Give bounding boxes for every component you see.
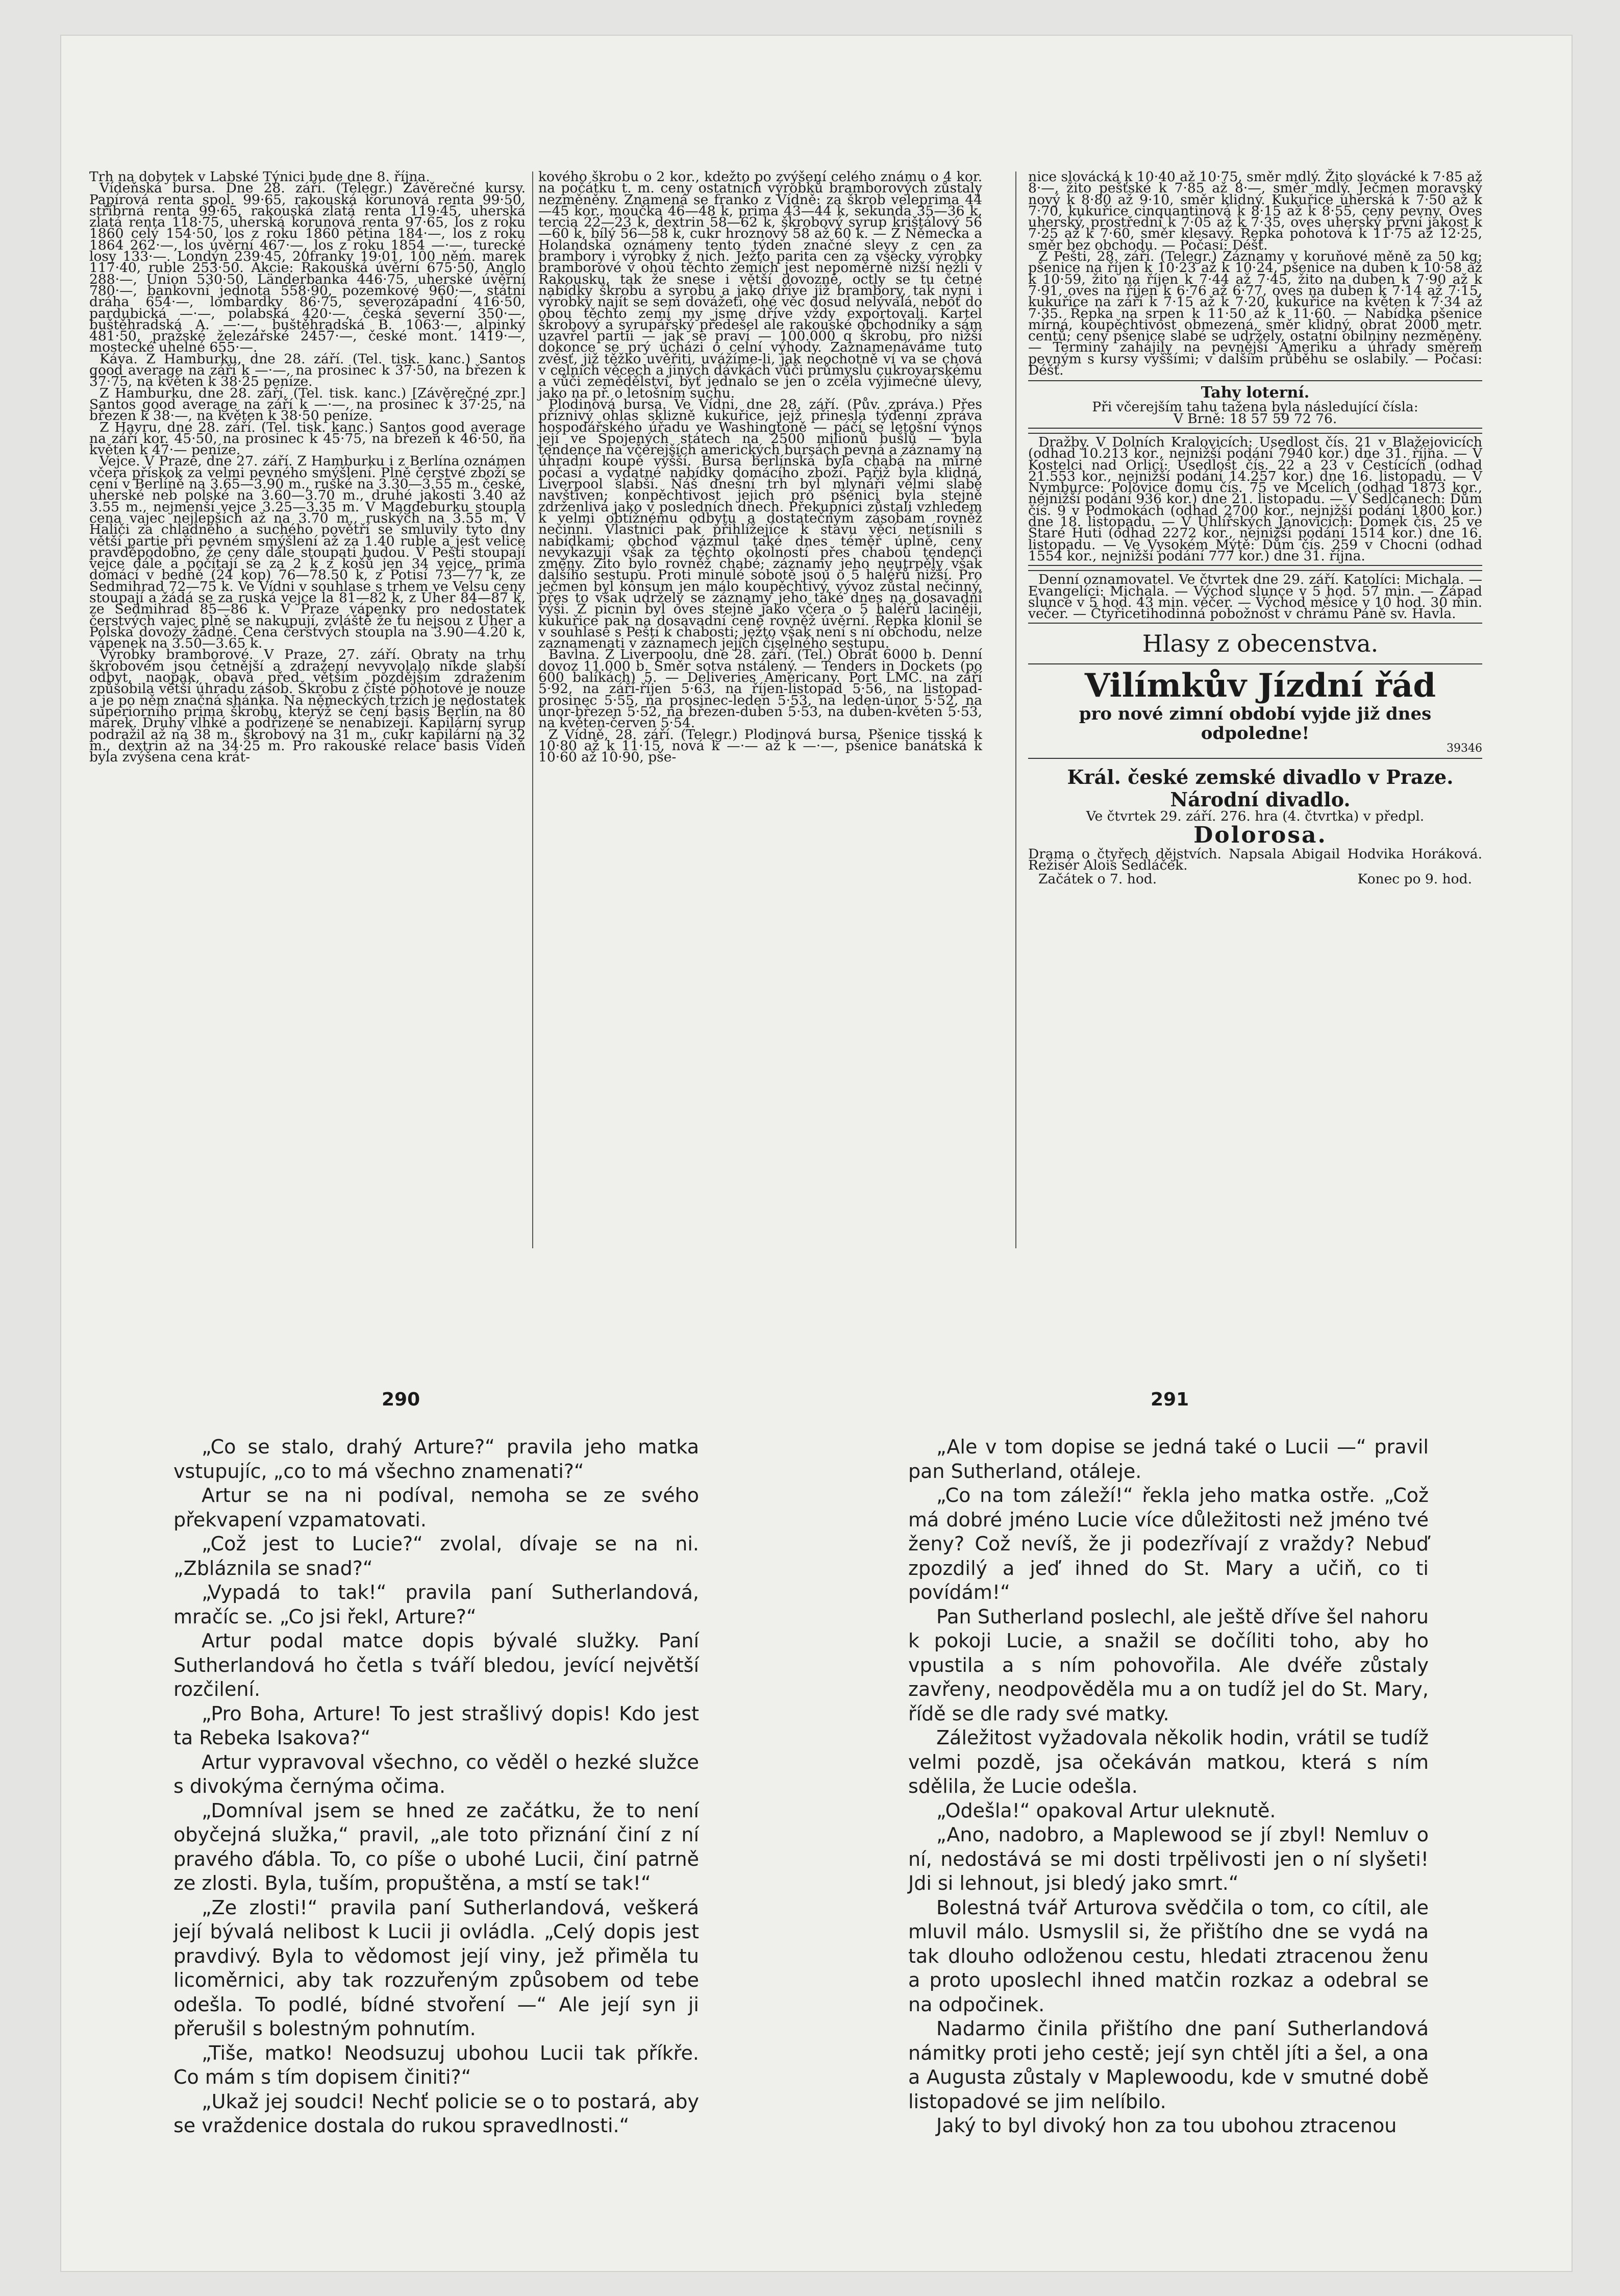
- report-paragraph: nice slovácká k 10·40 až 10·75, směr mdlý. Žito slovácké k 7·85 až 8·—, žito pešťské k 7·85 až 8·—, směr mdlý. Ječmen moravský nový k 8·80 až 9·10, směr klidný. Kukuřice uherská k 7·50 až k 7·70, kukuřice cinquantinová k 8·15 až k 8·55, ceny pevny. Oves uherský, prostřední k 7·05 až k 7·35, oves uherský první jakost k 7·25 až k 7·60, směr klesavý. Řepka pohotová k 11·75 až 12·25, směr bez obchodu. — Počasí: Déšť.: [1028, 169, 1482, 253]
- ad-number: 39346: [1447, 742, 1482, 755]
- novel-paragraph: Artur vypravoval všechno, co věděl o hezké služce s divokýma černýma očima.: [173, 1750, 699, 1797]
- novel-paragraph: „Co se stalo, drahý Arture?“ pravila jeho matka vstupujíc, „co to má všechno znamenati?“: [173, 1436, 699, 1483]
- report-paragraph: Výrobky bramborové. V Praze, 27. září. Obraty na trhu škrobovém jsou četnější a zdražení nevyvolalo nikde slabší odbyt, naopak, obava před větším pozdějším zdražením způsobila větší úhradu zásob. Škrobu z čisté pohotové je nouze a je po něm značná shánka. Na německých trzích je nedostatek superiorního prima škrobu, kterýž se cení basis Berlín na 80 marek. Druhy vlhké a podřízené se nenabízejí. Kapilární syrup podražil až na 38 m., škrobový na 31 m., cukr kapilární na 32 m., dextrin až na 34·25 m. Pro rakouské relace basis Vídeň byla zvýšena cena krát-: [89, 647, 526, 766]
- novel-paragraph: „Ukaž jej soudci! Nechť policie se o to postará, aby se vraždenice dostala do rukou spravedlnosti.“: [173, 2090, 699, 2137]
- report-paragraph: Káva. Z Hamburku, dne 28. září. (Tel. tisk. kanc.) Santos good average na září k —·—, na prosinec k 37·50, na březen k 37·75, na květen k 38·25 peníze.: [89, 351, 526, 390]
- novel-paragraph: Artur podal matce dopis bývalé služky. Paní Sutherlandová ho četla s tváří bledou, jevící největší rozčilení.: [173, 1630, 699, 1700]
- lottery-numbers: V Brně: 18 57 59 72 76.: [1173, 410, 1337, 427]
- auctions-text: Dražby. V Dolních Kralovicích: Usedlost čís. 21 v Blažejovicích (odhad 10.213 kor., nejnižší podání 7940 kor.) dne 31. října. — V Kostelci nad Orlicí: Usedlost čís. 22 a 23 v Čestících (odhad 21.553 kor., nejnižší podání 14.257 kor.) dne 16. listopadu. — V Nymburce: Polovice domu čís. 75 ve Mcelích (odhad 1873 kor., nejnižší podání 936 kor.) dne 21. listopadu. — V Sedlčanech: Dům čís. 9 v Podmokách (odhad 2700 kor., nejnižší podání 1800 kor.) dne 18. listopadu. — V Uhlířských Janovicích: Domek čís. 25 ve Staré Huti (odhad 2272 kor., nejnižší podání 1514 kor.) dne 16. listopadu. — Ve Vysokém Mýtě: Dům čís. 259 v Chocni (odhad 1554 kor., nejnižší podání 777 kor.) dne 31. října.: [1028, 434, 1482, 564]
- novel-paragraph: „Ale v tom dopise se jedná také o Lucii —“ pravil pan Sutherland, otáleje.: [908, 1436, 1429, 1483]
- report-paragraph: Vejce. V Praze, dne 27. září. Z Hamburku i z Berlína oznámen včera přískok za velmi pevného smýšlení. Plně čerstvé zboží se cení v Berlíně na 3.65—3.90 m., ruské na 3.30—3.55 m., české, uherské neb polské na 3.60—3.70 m., druhé jakosti 3.40 až 3.55 m., nejmenší vejce 3.25—3.35 m. V Magdeburku stoupla cena vajec nejlepších až na 3.70 m., ruských na 3.55 m. V Haliči za chladného a suchého povětří se smluvily tyto dny větší partie při pevném smýšlení až za 1.40 ruble a jest velice pravděpodobno, že ceny dále stoupati budou. V Pešti stoupají vejce dále a počítají se za 2 k z košů jen 34 vejce, prima domácí v bedně (24 kop) 76—78.50 k, z Potisí 73—77 k, ze Sedmihrad 72—75 k. Ve Vídni v souhlase s trhem ve Velsu ceny stoupají a žádá se za ruská vejce la 81—82 k, z Uher 84—87 k, ze Sedmihrad 85—86 k. V Praze vápenky pro nedostatek čerstvých vajec plně se nakupují, zvláště že tu nejsou z Uher a Polska dovozy žádné. Cena čerstvých stoupla na 3.90—4.20 k, vápenek na 3.50—3.65 k.: [89, 453, 526, 652]
- timetable-ad-sub: pro nové zimní období vyjde již dnes odpoledne!: [1079, 704, 1432, 744]
- report-paragraph: Z Havru, dne 28. září. (Tel. tisk. kanc.) Santos good average na září kor. 45·50, na prosinec k 45·75, na březen k 46·50, na květen k 47·— peníze.: [89, 419, 526, 458]
- novel-page-left: [173, 1435, 699, 2138]
- novel-paragraph: Bolestná tvář Arturova svědčila o tom, co cítil, ale mluvil málo. Usmyslil si, že přištího dne se vydá na tak dlouho odloženou cestu, hledati ztracenou ženu a proto uposlechl ihned matčin rozkaz a odebral se na odpočinek.: [908, 1896, 1429, 2016]
- daily-notice: [1028, 570, 1482, 624]
- novel-paragraph: „Vypadá to tak!“ pravila paní Sutherlandová, mračíc se. „Co jsi řekl, Arture?“: [173, 1581, 699, 1628]
- novel-paragraph: „Ano, nadobro, a Maplewood se jí zbyl! Nemluv o ní, nedostává se mi dosti trpělivosti jen o ní slyšeti! Jdi si lehnout, jsi bledý jako smrt.“: [908, 1823, 1429, 1894]
- novel-paragraph: „Což jest to Lucie?“ zvolal, dívaje se na ni. „Zbláznila se snad?“: [173, 1533, 699, 1579]
- auctions-notice: [1028, 433, 1482, 566]
- report-paragraph: Trh na dobytek v Labské Týnici bude dne 8. října.: [89, 169, 430, 185]
- novel-paragraph: „Tiše, matko! Neodsuzuj ubohou Lucii tak příkře. Co mám s tím dopisem činiti?“: [173, 2041, 699, 2088]
- report-paragraph: Vídeňská bursa. Dne 28. září. (Telegr.) Závěrečné kursy. Papírová renta spol. 99·65, rakouská korunová renta 99·50, stříbrná renta 99·65, rakouská zlatá renta 119·45, uherská zlatá renta 118·75, uherská korunová renta 97·65, los z roku 1860 celý 154·50, los z roku 1860 pětina 184·—, los z roku 1864 262·—, los úvěrní 467·—, los z roku 1854 —·—, turecké losy 133·—. Londýn 239·45, 20franky 19·01, 100 něm. marek 117·40, ruble 253·50. Akcie: Rakouská úvěrní 675·50, Anglo 288·—, Union 530·50, Länderbanka 446·75, uherské úvěrní 780·—, bankovní jednota 558·90, pozemkové 960·—, státní dráha 654·—, lombardky 86·75, severozápadní 416·50, pardubická —·—, polabská 420·—, česká severní 350·—, buštěhradská A. —·—, buštěhradská B. 1063·—, alpinky 481·50, pražské železářské 2457·—, české mont. 1419·—, mostecké uhelné 655·—.: [89, 180, 526, 356]
- novel-paragraph: Záležitost vyžadovala několik hodin, vrátil se tudíž velmi pozdě, jsa očekáván matkou, která s ním sdělila, že Lucie odešla.: [908, 1726, 1429, 1797]
- column-divider: [532, 171, 533, 1248]
- play-start: Začátek o 7. hod.: [1038, 871, 1157, 887]
- theatre-title: Král. české zemské divadlo v Praze.: [1067, 765, 1454, 788]
- play-end: Konec po 9. hod.: [1357, 871, 1472, 887]
- timetable-ad: [1028, 663, 1482, 758]
- report-paragraph: Z Hamburku, dne 28. září. (Tel. tisk. kanc.) [Závěrečné zpr.] Santos good average na září k —·—, na prosinec k 37·25, na březen k 38·—, na květen k 38·50 peníze.: [89, 385, 526, 424]
- column-divider: [1015, 171, 1016, 1248]
- timetable-ad-title: Vilímkův Jízdní řád: [1084, 666, 1436, 705]
- lottery-box: [1028, 380, 1482, 429]
- lottery-intro: Při včerejším tahu tažena byla následující čísla:: [1092, 399, 1418, 415]
- novel-paragraph: „Odešla!“ opakoval Artur uleknutě.: [936, 1799, 1276, 1822]
- novel-page-right: [908, 1435, 1429, 2138]
- novel-paragraph: Nadarmo činila přištího dne paní Sutherlandová námitky proti jeho cestě; její syn chtěl jíti a šel, a ona a Augusta zůstaly v Maplewoodu, kde v smutné době listopadové se jim nelíbilo.: [908, 2017, 1429, 2113]
- novel-paragraph: Pan Sutherland poslechl, ale ještě dříve šel nahoru k pokoji Lucie, a snažil se dočíliti toho, aby ho vpustila a s ním pohovořila. Ale dvéře zůstaly zavřeny, neodpověděla mu a on tudíž jel do St. Mary, řídě se dle rady své matky.: [908, 1605, 1429, 1725]
- market-reports-column-left: [89, 171, 526, 1238]
- play-description: Drama o čtyřech dějstvích. Napsala Abigail Hodvika Horáková. Režisér Alois Sedláček.: [1028, 846, 1482, 874]
- novel-paragraph: „Domníval jsem se hned ze začátku, že to není obyčejná služka,“ pravil, „ale toto přiznání činí z ní pravého ďábla. To, co píše o ubohé Lucii, činí patrně ze zlosti. Byla, tuším, propuštěna, a mstí se tak!“: [173, 1799, 699, 1894]
- theatre-date: Ve čtvrtek 29. září. 276. hra (4. čtvrtka) v předpl.: [1086, 808, 1425, 824]
- market-reports-column-middle: [538, 171, 982, 1238]
- report-paragraph: Bavlna. Z Liverpoolu, dne 28. září. (Tel.) Obrat 6000 b. Denní dovoz 11.000 b. Směr sotva nstálený. — Tenders in Dockets (po 600 balíkách) 5. — Deliveries Americany. Port LMC. na září 5·92, na září-říjen 5·63, na říjen-listopad 5·56, na listopad-prosinec 5·55, na prosinec-leden 5·53, na leden-únor 5·52, na únor-březen 5·52, na březen-duben 5·53, na duben-květen 5·53, na květen-červen 5·54.: [538, 647, 982, 731]
- page-number-right: 291: [1151, 1389, 1189, 1410]
- theatre-program: [1028, 763, 1482, 885]
- page-number-left: 290: [382, 1389, 420, 1410]
- daily-notice-text: Denní oznamovatel. Ve čtvrtek dne 29. září. Katolíci: Michala. — Evangelíci: Michala. — Východ slunce v 5 hod. 57 min. — Západ slunce v 5 hod. 43 min. večer. — Východ měsíce v 10 hod. 30 min. večer. — Čtyřicetihodinná pobožnost v chrámu Páně sv. Havla.: [1028, 572, 1482, 622]
- report-paragraph: Plodinová bursa. Ve Vídni, dne 28. září. (Pův. zpráva.) Přes příznivý ohlas sklizně kukuřice, jejž přinesla týdenní zpráva hospodářského úřadu ve Washingtoně — páčí se letošní výnos její ve Spojených státech na 2500 milionů bušlů — byla tendence na včerejších amerických bursách pevná a záznamy na úhradní koupě vyšší. Bursa berlínská byla chabá na mírné počasí a vydatné nabídky domácího zboží. Pařiž byla klidná, Liverpool slabší. Náš dnešní trh byl mlynáři velmi slabě navštíven; konpěchtivost jejich pro pšenici byla stejně zdrženlivá jako v posledních dnech. Překupníci zůstali vzhledem k velmi obtížnému odbytu a dostatečným zásobám rovněž nečinní. Vlastníci pak přihlížejíce k stavu věcí netísnili s nabídkami; obchod vázmul také dnes téměř úplně, ceny nevykazují však za těchto okolností přes chabou tendenci změny. Žito bylo rovněž chabé; záznamy jeho neutrpěly však dalšího sestupu. Proti minulé sobotě jsou o 5 haléřů nižší. Pro ječmen byl konsum jen málo koupěchtivý, vývoz zůstal nečinný, přes to však udržely se záznamy jeho také dnes na dosavadní výši. Z picnin byl oves stejně jako včera o 5 haléřů laciněji, kukuřice pak na dosavadní ceně rovněž úvěrní. Řepka klonil se v souhlase s Peští k chabosti; ježto však není s ní obchodu, nelze zaznamenati v záznamech jejích číselného sestupu.: [538, 396, 982, 652]
- theatre-subtitle: Národní divadlo.: [1170, 787, 1351, 811]
- market-reports-column-right: [1028, 169, 1482, 887]
- report-paragraph: Z Vídně, 28. září. (Telegr.) Plodinová bursa. Pšenice tisská k 10·80 až k 11·15, nová k —·— až k —·—, pšenice banátská k 10·60 až 10·90, pše-: [538, 726, 982, 766]
- report-paragraph: kového škrobu o 2 kor., kdežto po zvýšení celého známu o 4 kor. na počátku t. m. ceny ostatních výrobků bramborových zůstaly nezměněny. Znamená se franko z Vídně: za škrob veleprima 44—45 kor., moučka 46—48 k, prima 43—44 k, sekunda 35—36 k, tercia 22—23 k, dextrin 58—62 k, škrobový syrup krištálový 56—60 k, bílý 56—58 k, cukr hroznový 58 až 60 k. — Z Německa a Holandska oznámeny tento týden značné slevy z cen za brambory i výrobky z nich. Ježto parita cen za všecky výrobky bramborové v ohou těchto zemích jest nepoměrně nižší nežli v Rakousku, tak že snese i větší dovozné, octly se tu četné nabídky škrobu a syrobu a jako dříve již brambory, tak nyní i výrobky najít se sem dovážeti, ohé věc dosud nelývalá, neboť do obou těchto zemí my jsme dříve vždy exportovali. Kartel škrobový a syrupářský předešel ale rakouské obchodníky a sám uzavřel partii — jak se praví — 100.000 q škrobu, pro nižší dokonce se prý ucházi o celní výhody. Zaznamenáváme tuto zvěsť, již těžko uvěřiti, uvážíme-li, jak neochotně ví va se chová v celních věcech a jiných dávkách vůči průmyslu cukrovarskému a vůči zemědělství, byť jednalo se jen o zcela výjimečné úlevy, jako na př. o letošním suchu.: [538, 169, 982, 401]
- novel-paragraph: „Ze zlosti!“ pravila paní Sutherlandová, veškerá její bývalá nelibost k Lucii ji ovládla. „Celý dopis jest pravdivý. Byla to vědomost její viny, jež přiměla tu licoměrnici, aby tak rozzuřeným způsobem od tebe odešla. To podlé, bídné stvoření —“ Ale její syn ji přerušil s bolestným pohnutím.: [173, 1896, 699, 2040]
- public-voices-heading: Hlasy z obecenstva.: [1142, 630, 1379, 658]
- right-column-reports: [1028, 169, 1482, 379]
- lottery-title: Tahy loterní.: [1201, 384, 1310, 402]
- play-title: Dolorosa.: [1193, 822, 1327, 848]
- novel-paragraph: Artur se na ni podíval, nemoha se ze svého překvapení vzpamatovati.: [173, 1484, 699, 1531]
- public-voices-heading-box: [1028, 628, 1482, 659]
- novel-paragraph: Jaký to byl divoký hon za tou ubohou ztracenou: [936, 2114, 1397, 2137]
- report-paragraph: Z Pešti, 28. září. (Telegr.) Záznamy v koruňové měně za 50 kg: pšenice na říjen k 10·23 až k 10·24, pšenice na duben k 10·58 až k 10·59, žito na říjen k 7·44 až 7·45, žito na duben k 7·90 až k 7·91, oves na říjen k 6·76 až 6·77, oves na duben k 7·14 až 7·15, kukuřice na září k 7·15 až k 7·20, kukuřice na květen k 7·34 až 7·35. Řepka na srpen k 11·50 až k 11·60. — Nabídka pšenice mírná, koupěchtivost obmezená, směr klidný, obrat 2000 metr. centů; ceny pšenice slabé se udržely, ostatní obilniny nezměněny. — Terminy zahájily na pevnější Ameriku a úhrady směrem pevným s kursy vyššími; v dalším průběhu se oslabily. — Počasí: Déšť.: [1028, 249, 1482, 379]
- novel-paragraph: „Pro Boha, Arture! To jest strašlivý dopis! Kdo jest ta Rebeka Isakova?“: [173, 1702, 699, 1749]
- novel-paragraph: „Co na tom záleží!“ řekla jeho matka ostře. „Což má dobré jméno Lucie více důležitosti než jméno tvé ženy? Což nevíš, že ji podezřívají z vraždy? Nebuď zpozdilý a jeď ihned do St. Mary a učiň, co ti povídám!“: [908, 1484, 1429, 1603]
